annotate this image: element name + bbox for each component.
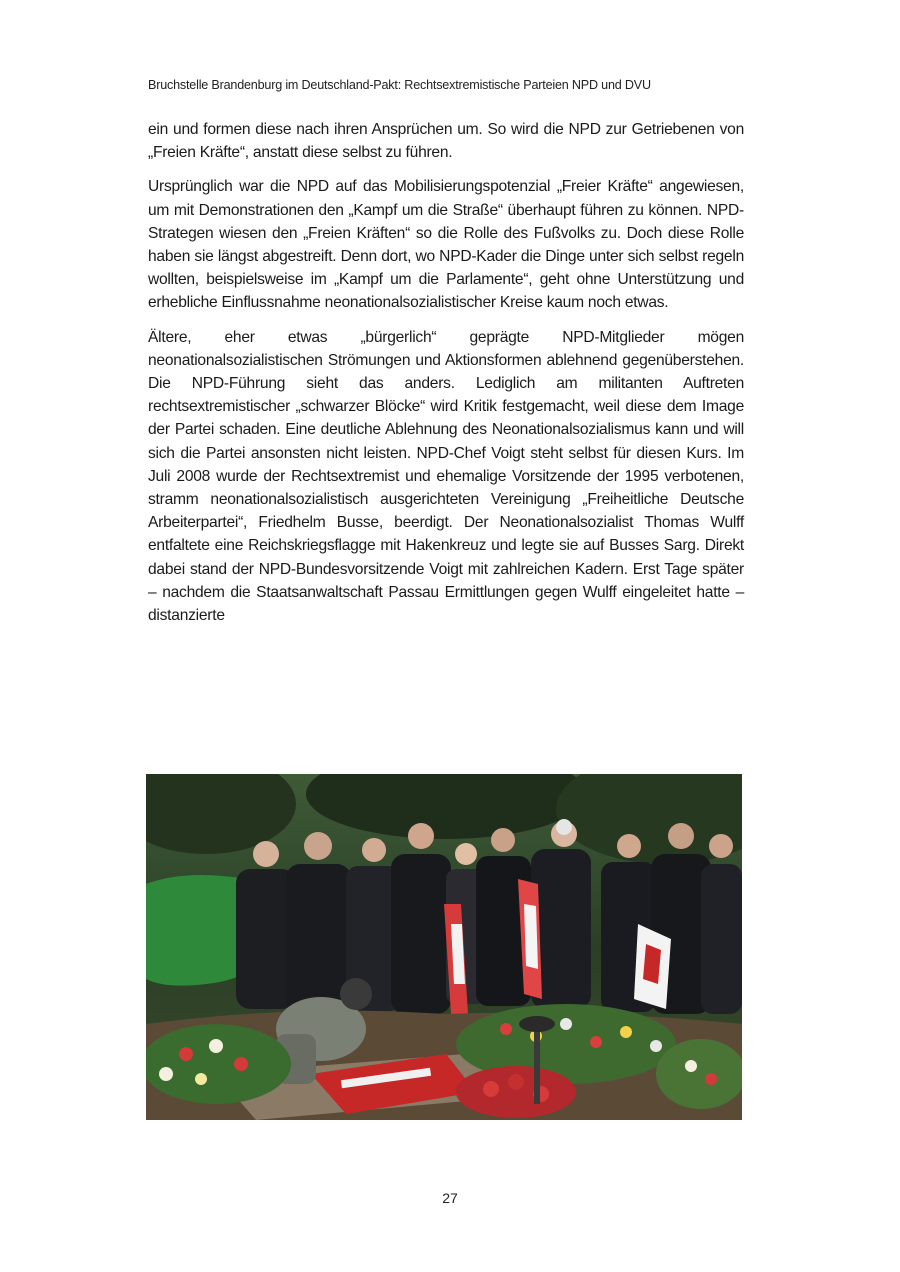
body-text — [148, 118, 744, 638]
paragraph-1: ein und formen diese nach ihren Ansprüchen um. So wird die NPD zur Getriebenen von „Freien Kräfte“, anstatt diese selbst zu führen. — [148, 121, 744, 162]
running-header: Bruchstelle Brandenburg im Deutschland-Pakt: Rechtsextremistische Parteien NPD und DVU — [148, 78, 651, 92]
funeral-photo — [146, 774, 742, 1120]
paragraph-3: Ältere, eher etwas „bürgerlich“ geprägte NPD-Mitglieder mögen neonationalsozialistischen Strömungen und Aktionsformen ablehnend gegenüberstehen. Die NPD-Führung sieht das anders. Lediglich am militanten Auftreten rechtsextremistischer „schwarzer Blöcke“ wird Kritik festgemacht, weil diese dem Image der Partei schaden. Eine deutliche Ablehnung des Neonationalsozialismus kann und will sich die Partei ansonsten nicht leisten. NPD-Chef Voigt steht selbst für diesen Kurs. Im Juli 2008 wurde der Rechtsextremist und ehemalige Vorsitzende der 1995 verbotenen, stramm neonationalsozialistisch ausgerichteten Vereinigung „Freiheitliche Deutsche Arbeiterpartei“, Friedhelm Busse, beerdigt. Der Neonationalsozialist Thomas Wulff entfaltete eine Reichskriegsflagge mit Hakenkreuz und legte sie auf Busses Sarg. Direkt dabei stand der NPD-Bundesvorsitzende Voigt mit zahlreichen Kadern. Erst Tage später – nachdem die Staatsanwaltschaft Passau Ermittlungen gegen Wulff eingeleitet hatte – distanzierte — [148, 328, 744, 625]
paragraph-2: Ursprünglich war die NPD auf das Mobilisierungspotenzial „Freier Kräfte“ angewiesen, um mit Demonstrationen den „Kampf um die Straße“ überhaupt führen zu können. NPD-Strategen wiesen den „Freien Kräften“ so die Rolle des Fußvolks zu. Doch diese Rolle haben sie längst abgestreift. Denn dort, wo NPD-Kader die Dinge unter sich selbst regeln wollten, beispielsweise im „Kampf um die Parlamente“, geht ohne Unterstützung und erhebliche Einflussnahme neonationalsozialistischer Kreise kaum noch etwas. — [148, 178, 744, 312]
funeral-photo-illustration — [146, 774, 742, 1120]
page-number: 27 — [442, 1190, 458, 1206]
